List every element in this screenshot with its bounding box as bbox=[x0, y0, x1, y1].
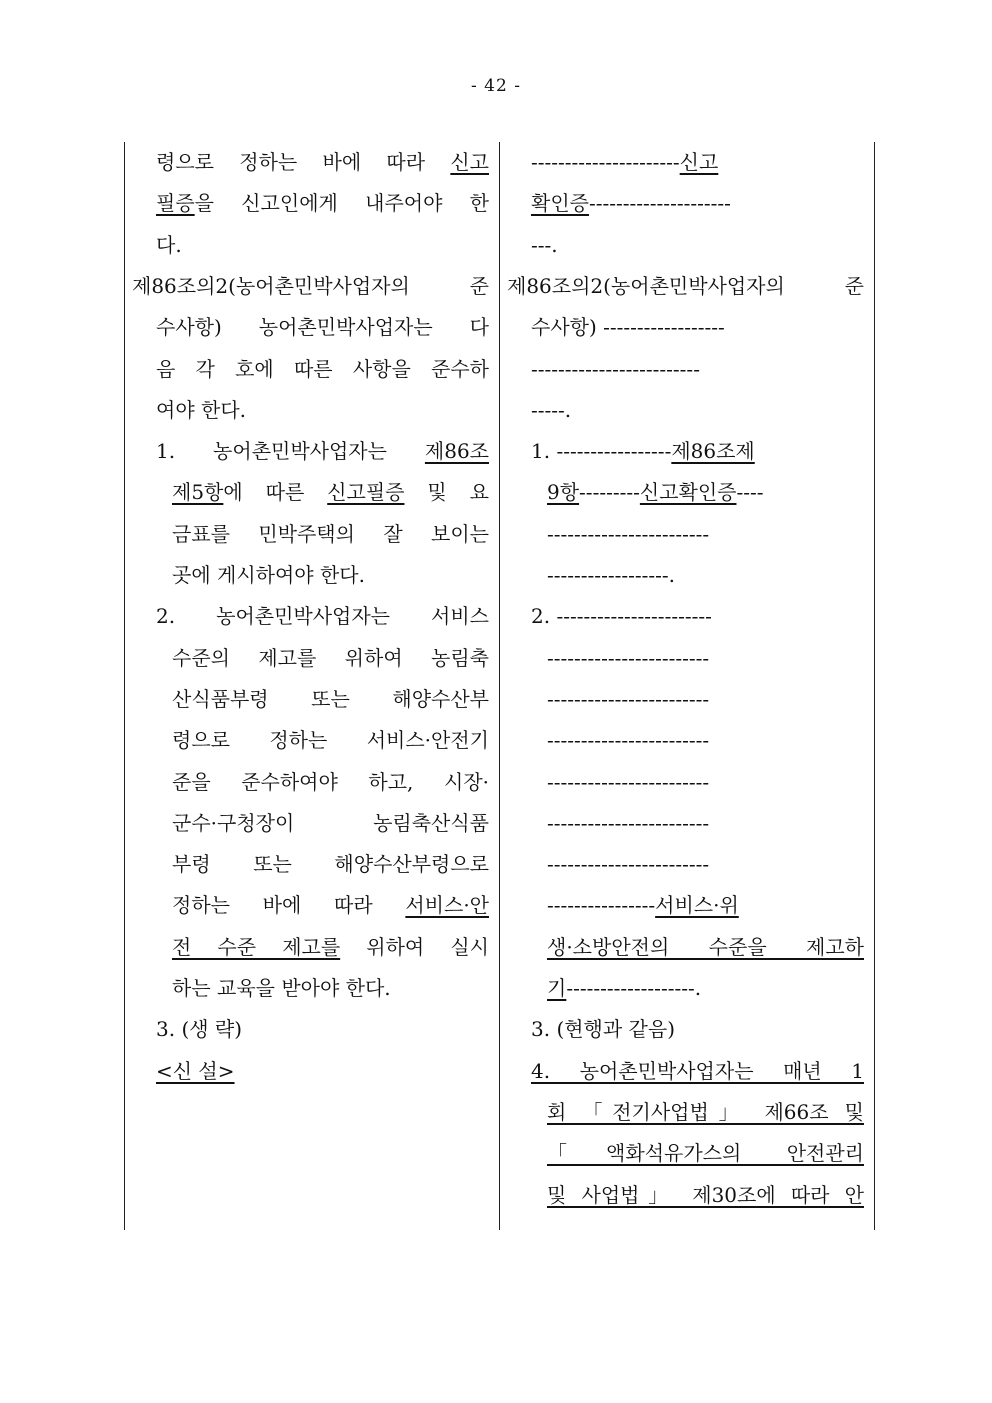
text-segment: ------------------------ bbox=[547, 769, 710, 794]
text-segment: --------------------- bbox=[588, 191, 731, 216]
current-law-line bbox=[156, 431, 489, 472]
current-law-line bbox=[156, 307, 489, 348]
text-segment: ---------------------- bbox=[531, 150, 680, 174]
amendment-line bbox=[531, 142, 864, 183]
text-segment: ------------------------ bbox=[547, 852, 710, 877]
amendment-line bbox=[547, 720, 864, 761]
table-border-right bbox=[874, 142, 875, 1230]
current-law-line bbox=[172, 679, 489, 720]
amendment-line bbox=[547, 844, 864, 885]
text-segment: 금표를 민박주택의 잘 보이는 bbox=[172, 521, 489, 546]
amendment-line bbox=[531, 307, 864, 348]
amendment-line bbox=[531, 431, 864, 472]
current-law-line bbox=[172, 555, 489, 596]
current-law-line bbox=[172, 472, 489, 513]
text-segment: 및 요 bbox=[404, 480, 489, 505]
text-segment: 산식품부령 또는 해양수산부 bbox=[172, 686, 489, 711]
amendment-line bbox=[547, 1175, 864, 1216]
text-segment: 여야 한다. bbox=[156, 397, 246, 422]
text-segment: 군수·구청장이 농림축산식품 bbox=[172, 810, 489, 835]
underlined-text: 전 수준 제고를 bbox=[172, 934, 341, 959]
current-law-line bbox=[172, 720, 489, 761]
amendment-line bbox=[531, 225, 864, 266]
underlined-text: 신고 bbox=[450, 150, 489, 174]
current-law-line bbox=[172, 514, 489, 555]
current-law-line bbox=[172, 762, 489, 803]
current-law-line bbox=[172, 885, 489, 926]
text-segment: 령으로 정하는 바에 따라 bbox=[156, 150, 451, 174]
text-segment: ------------------------ bbox=[547, 645, 710, 670]
current-law-line bbox=[132, 266, 489, 307]
text-segment: 을 신고인에게 내주어야 한 bbox=[194, 191, 489, 216]
underlined-text: 4. 농어촌민박사업자는 매년 1 bbox=[531, 1058, 864, 1083]
underlined-text: 서비스·안 bbox=[405, 893, 489, 918]
amendment-line bbox=[531, 183, 864, 224]
underlined-text: 서비스·위 bbox=[655, 893, 739, 918]
text-segment: ------------------------- bbox=[531, 356, 700, 381]
text-segment: ---- bbox=[736, 480, 764, 505]
underlined-text: 신고확인증 bbox=[639, 480, 737, 505]
current-law-line bbox=[172, 968, 489, 1009]
underlined-text: 9항 bbox=[547, 480, 580, 505]
underlined-text: <신 설> bbox=[156, 1058, 235, 1083]
amendment-line bbox=[547, 803, 864, 844]
amendment-line bbox=[547, 514, 864, 555]
text-segment: 수사항) ------------------ bbox=[531, 315, 725, 340]
text-segment: 3. (생 략) bbox=[156, 1017, 243, 1042]
text-segment: 다. bbox=[156, 232, 182, 257]
amendment-line bbox=[547, 927, 864, 968]
underlined-text: 신고필증 bbox=[327, 480, 405, 505]
current-law-line bbox=[156, 596, 489, 637]
text-segment: 정하는 바에 따라 bbox=[172, 893, 406, 918]
amendment-line bbox=[547, 679, 864, 720]
amendment-line bbox=[531, 349, 864, 390]
text-segment: 3. (현행과 같음) bbox=[531, 1017, 676, 1042]
text-segment: ---------------- bbox=[547, 893, 656, 918]
text-segment: -----. bbox=[531, 397, 572, 422]
amendment-line bbox=[547, 1092, 864, 1133]
text-segment: 수사항) 농어촌민박사업자는 다 bbox=[156, 315, 489, 340]
current-law-line bbox=[172, 927, 489, 968]
text-segment: 1. ----------------- bbox=[531, 439, 672, 464]
amendment-line bbox=[531, 1051, 864, 1092]
amendment-line bbox=[547, 762, 864, 803]
text-segment: 에 따른 bbox=[223, 480, 328, 505]
text-segment: 음 각 호에 따른 사항을 준수하 bbox=[156, 356, 489, 381]
current-law-line bbox=[156, 183, 489, 224]
page-number: - 42 - bbox=[471, 76, 521, 96]
text-segment: 수준의 제고를 위하여 농림축 bbox=[172, 645, 489, 670]
text-segment: ------------------. bbox=[547, 563, 675, 587]
table-border-left bbox=[124, 142, 125, 1230]
amendment-line bbox=[507, 266, 864, 307]
amendment-line bbox=[547, 555, 864, 596]
text-segment: 부령 또는 해양수산부령으로 bbox=[172, 852, 489, 877]
underlined-text: 「액화석유가스의 안전관리 bbox=[547, 1141, 864, 1166]
text-segment: 제86조의2(농어촌민박사업자의 준 bbox=[132, 273, 489, 298]
underlined-text: 및 사업법」 제30조에 따라 안 bbox=[547, 1182, 864, 1207]
text-segment: ---. bbox=[531, 232, 558, 257]
amendment-line bbox=[531, 1009, 864, 1050]
current-law-line bbox=[156, 225, 489, 266]
current-law-line bbox=[156, 349, 489, 390]
text-segment: ------------------------ bbox=[547, 810, 710, 835]
current-law-line bbox=[172, 844, 489, 885]
table-divider-center bbox=[499, 142, 500, 1230]
text-segment: 제86조의2(농어촌민박사업자의 준 bbox=[507, 273, 864, 298]
text-segment: 곳에 게시하여야 한다. bbox=[172, 563, 365, 587]
underlined-text: 제86조 bbox=[424, 439, 489, 464]
current-law-line bbox=[172, 638, 489, 679]
text-segment: 2. 농어촌민박사업자는 서비스 bbox=[156, 604, 489, 629]
text-segment: -------------------. bbox=[566, 976, 702, 1000]
text-segment: 1. 농어촌민박사업자는 bbox=[156, 439, 425, 464]
underlined-text: 필증 bbox=[156, 191, 195, 216]
amendment-line bbox=[531, 390, 864, 431]
text-segment: --------- bbox=[579, 480, 640, 505]
current-law-line bbox=[156, 1051, 489, 1092]
underlined-text: 회 「전기사업법」 제66조 및 bbox=[547, 1099, 864, 1124]
amendment-line bbox=[547, 472, 864, 513]
current-law-line bbox=[172, 803, 489, 844]
amendment-line bbox=[547, 885, 864, 926]
text-segment: 위하여 실시 bbox=[340, 934, 489, 959]
underlined-text: 확인증 bbox=[531, 191, 589, 216]
text-segment: ------------------------ bbox=[547, 521, 710, 546]
underlined-text: 생·소방안전의 수준을 제고하 bbox=[547, 934, 864, 959]
amendment-line bbox=[547, 1133, 864, 1174]
amendment-line bbox=[547, 968, 864, 1009]
underlined-text: 기 bbox=[547, 976, 567, 1000]
current-law-line bbox=[156, 1009, 489, 1050]
underlined-text: 신고 bbox=[679, 150, 719, 174]
underlined-text: 제5항 bbox=[172, 480, 224, 505]
underlined-text: 제86조제 bbox=[671, 439, 755, 464]
text-segment: 준을 준수하여야 하고, 시장· bbox=[172, 769, 489, 794]
amendment-line bbox=[531, 596, 864, 637]
amendment-line bbox=[547, 638, 864, 679]
current-law-line bbox=[156, 390, 489, 431]
text-segment: ------------------------ bbox=[547, 686, 710, 711]
text-segment: 2. ----------------------- bbox=[531, 604, 712, 629]
current-law-line bbox=[156, 142, 489, 183]
text-segment: 하는 교육을 받아야 한다. bbox=[172, 976, 391, 1000]
text-segment: ------------------------ bbox=[547, 728, 710, 753]
text-segment: 령으로 정하는 서비스·안전기 bbox=[172, 728, 489, 753]
